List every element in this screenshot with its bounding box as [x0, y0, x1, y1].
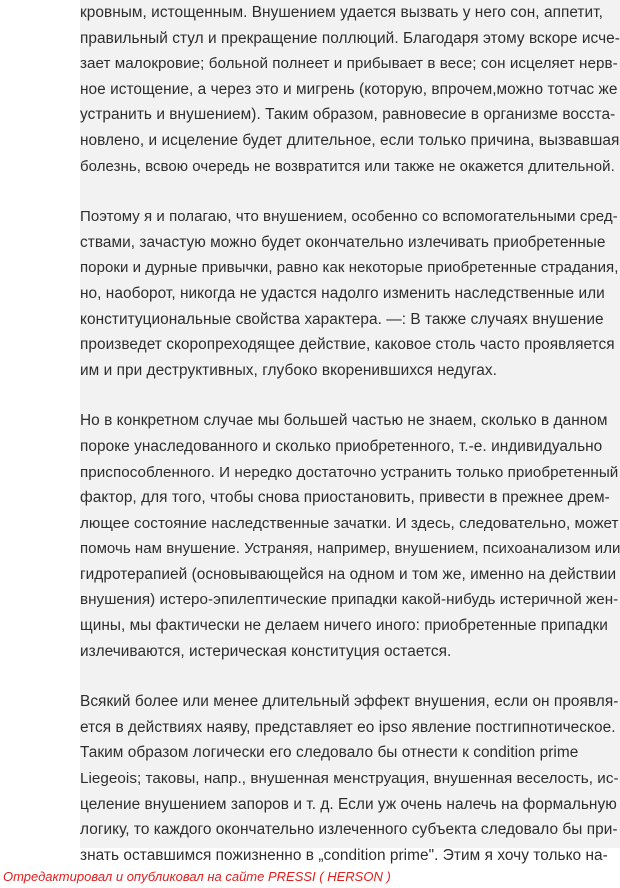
- footer-credit: Отредактировал и опубликовал на сайте PRESSI ( HERSON ): [3, 869, 391, 884]
- text-line: произведет скоропреходящее действие, каковое столь часто проявляется: [80, 336, 615, 354]
- text-line: новлено, и исцеление будет длительное, если только причина, вызвавшая: [80, 131, 620, 149]
- text-line: ствами, зачастую можно будет окончательно излечивать приобретенные: [80, 233, 606, 251]
- text-line: внушения) истеро-эпилептические припадки какой-нибудь истеричной жен-: [80, 591, 619, 609]
- paragraph-2: [80, 204, 620, 383]
- text-line: болезнь, всвою очередь не возвратится или также не окажется длительной.: [80, 157, 615, 175]
- paragraph-gap: [80, 664, 620, 689]
- text-line: целение внушением запоров и т. д. Если уж очень налечь на формальную: [80, 795, 617, 813]
- paragraph-gap: [80, 179, 620, 204]
- text-line: приспособленного. И нередко достаточно устранить только приобретенный: [80, 463, 619, 481]
- text-line: Всякий более или менее длительный эффект внушения, если он проявля-: [80, 693, 619, 711]
- text-line: излечиваются, истерическая конституция остается.: [80, 642, 452, 660]
- text-line: лющее состояние наследственные зачатки. И здесь, следовательно, может: [80, 514, 619, 532]
- text-line: гидротерапией (основывающейся на одном и том же, именно на действии: [80, 565, 617, 583]
- paragraph-4: [80, 689, 620, 868]
- text-line: фактор, для того, чтобы снова приостановить, привести в прежнее дрем-: [80, 489, 610, 507]
- text-line: пороки и дурные привычки, равно как некоторые приобретенные страдания,: [80, 259, 619, 277]
- text-line: Но в конкретном случае мы большей частью не знаем, сколько в данном: [80, 412, 608, 430]
- paragraph-gap: [80, 383, 620, 408]
- text-line: зает малокровие; больной полнеет и прибывает в весе; сон исцеляет нерв-: [80, 55, 618, 73]
- text-line: Liegeois; таковы, напр., внушенная менструация, внушенная веселость, ис-: [80, 770, 619, 788]
- paragraph-1: [80, 0, 620, 179]
- text-line: логику, то каждого окончательно излеченного субъекта следовало бы при-: [80, 821, 618, 839]
- text-line: ется в действиях наяву, представляет eo ipso явление постгипнотическое.: [80, 718, 616, 736]
- document-body: [80, 0, 620, 864]
- text-line: им и при деструктивных, глубоко вкоренившихся недугах.: [80, 361, 497, 379]
- text-line: Таким образом логически его следовало бы отнести к condition prime: [80, 744, 579, 762]
- text-line: но, наоборот, никогда не удастся надолго изменить наследственные или: [80, 284, 605, 302]
- text-line: кровным, истощенным. Внушением удается вызвать у него сон, аппетит,: [80, 4, 603, 21]
- text-line: конституциональные свойства характера. —: В также случаях внушение: [80, 310, 604, 328]
- text-line: пороке унаследованного и сколько приобретенного, т.-е. индивидуально: [80, 437, 603, 455]
- text-line: ное истощение, а через это и мигрень (которую, впрочем,можно тотчас же: [80, 80, 618, 98]
- text-line: знать оставшимся пожизненно в „condition prime". Этим я хочу только на-: [80, 846, 608, 864]
- text-line: помочь нам внушение. Устраняя, например, внушением, психоанализом или: [80, 540, 620, 558]
- text-line: правильный стул и прекращение поллюций. Благодаря этому вскоре исче-: [80, 29, 620, 47]
- text-line: Поэтому я и полагаю, что внушением, особенно со вспомогательными сред-: [80, 208, 618, 226]
- text-line: щины, мы фактически не делаем ничего иного: приобретенные припадки: [80, 617, 608, 635]
- text-line: устранить и внушением). Таким образом, равновесие в организме восста-: [80, 106, 616, 124]
- paragraph-3: [80, 408, 620, 664]
